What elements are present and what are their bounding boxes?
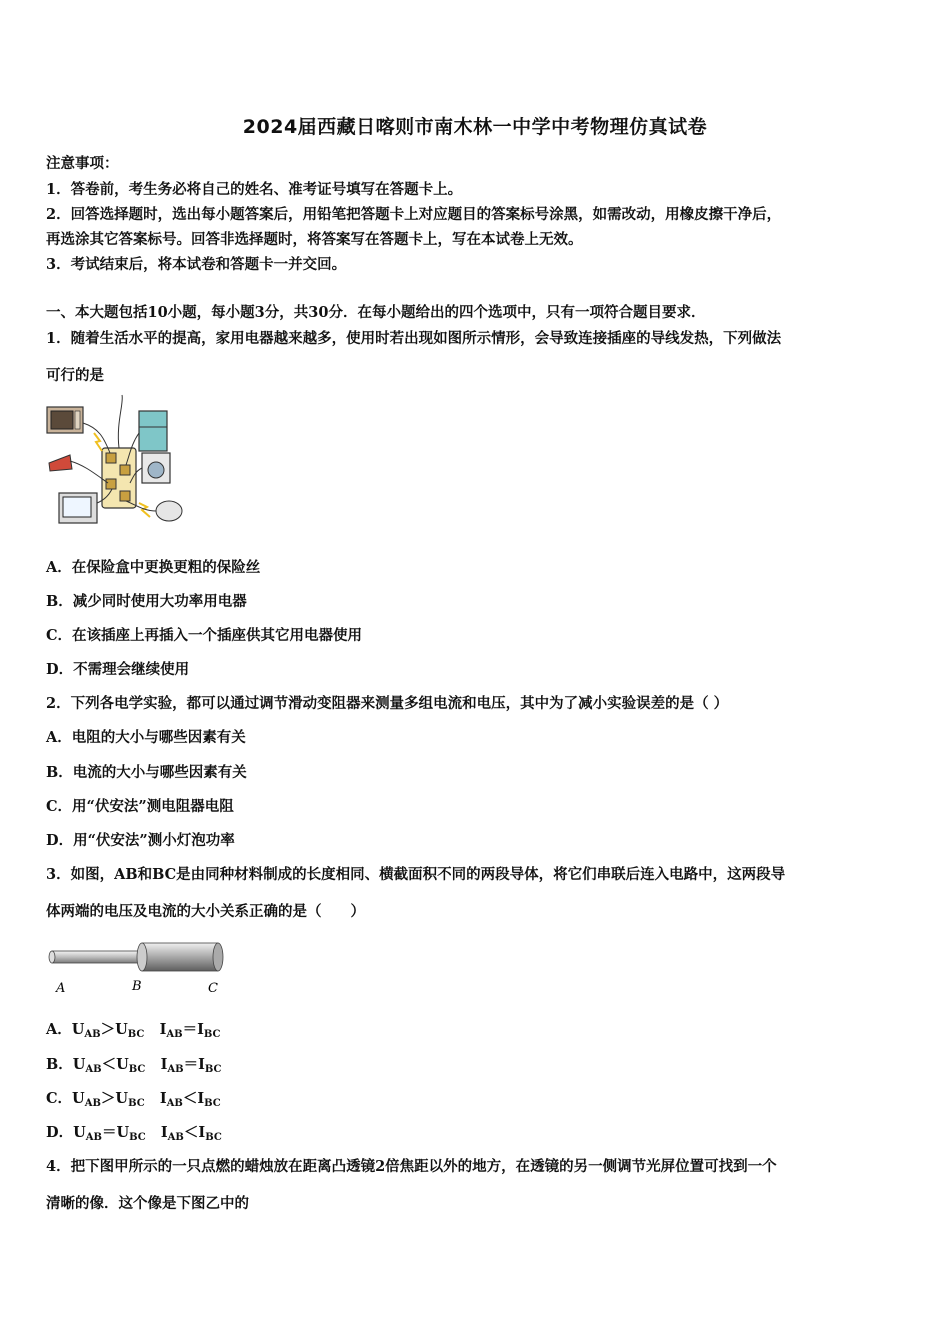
q3-stem: 3．如图，AB和BC是由同种材料制成的长度相同、横截面积不同的两段导体，将它们串联后连入电路中，这两段导 (46, 866, 786, 883)
q3-option-b: B．$U_{AB}<U_{BC}$ $I_{AB}=I_{BC}$ (46, 1056, 222, 1075)
q1-stem: 1．随着生活水平的提高，家用电器越来越多，使用时若出现如图所示情形，会导致连接插座的导线发热，下列做法 (46, 330, 782, 347)
q1-option-a: A．在保险盒中更换更粗的保险丝 (46, 559, 261, 576)
notice-heading: 注意事项： (46, 155, 119, 172)
label-c: C (208, 981, 218, 996)
q2-option-a: A．电阻的大小与哪些因素有关 (46, 729, 246, 746)
q2-option-c: C．用“伏安法”测电阻器电阻 (46, 798, 234, 815)
q1-option-d: D．不需理会继续使用 (46, 661, 190, 678)
label-b: B (132, 979, 142, 994)
notice-item-2: 2．回答选择题时，选出每小题答案后，用铅笔把答题卡上对应题目的答案标号涂黑，如需改动，用橡皮擦干净后， (46, 206, 782, 223)
q3-option-d: D．$U_{AB}=U_{BC}$ $I_{AB}<I_{BC}$ (46, 1124, 222, 1143)
q3-option-c: C．$U_{AB}>U_{BC}$ $I_{AB}<I_{BC}$ (46, 1090, 221, 1109)
q2-option-d: D．用“伏安法”测小灯泡功率 (46, 832, 235, 849)
q3-stem-cont: 体两端的电压及电流的大小关系正确的是（ ） (46, 903, 365, 920)
overloaded-socket-illustration (44, 393, 194, 533)
q1-option-c: C．在该插座上再插入一个插座供其它用电器使用 (46, 627, 363, 644)
q2-option-b: B．电流的大小与哪些因素有关 (46, 764, 247, 781)
q3-option-a: A．$U_{AB}>U_{BC}$ $I_{AB}=I_{BC}$ (46, 1021, 221, 1040)
notice-item-2-cont: 再选涂其它答案标号。回答非选择题时，将答案写在答题卡上，写在本试卷上无效。 (46, 231, 583, 248)
notice-item-3: 3．考试结束后，将本试卷和答题卡一并交回。 (46, 256, 347, 273)
notice-item-1: 1．答卷前，考生务必将自己的姓名、准考证号填写在答题卡上。 (46, 181, 463, 198)
page-title: 2024届西藏日喀则市南木林一中学中考物理仿真试卷 (242, 116, 708, 138)
q1-stem-cont: 可行的是 (46, 367, 104, 384)
section-heading: 一、本大题包括10小题，每小题3分，共30分．在每小题给出的四个选项中，只有一项符合题目要求． (46, 304, 706, 321)
q1-option-b: B．减少同时使用大功率用电器 (46, 593, 247, 610)
q4-stem-cont: 清晰的像．这个像是下图乙中的 (46, 1195, 249, 1212)
q4-stem: 4．把下图甲所示的一只点燃的蜡烛放在距离凸透镜2倍焦距以外的地方，在透镜的另一侧调节光屏位置可找到一个 (46, 1158, 777, 1175)
q2-stem: 2．下列各电学实验，都可以通过调节滑动变阻器来测量多组电流和电压，其中为了减小实验误差的是（ ） (46, 695, 729, 712)
label-a: A (56, 981, 66, 996)
conductor-ab-bc-diagram (44, 938, 234, 1000)
